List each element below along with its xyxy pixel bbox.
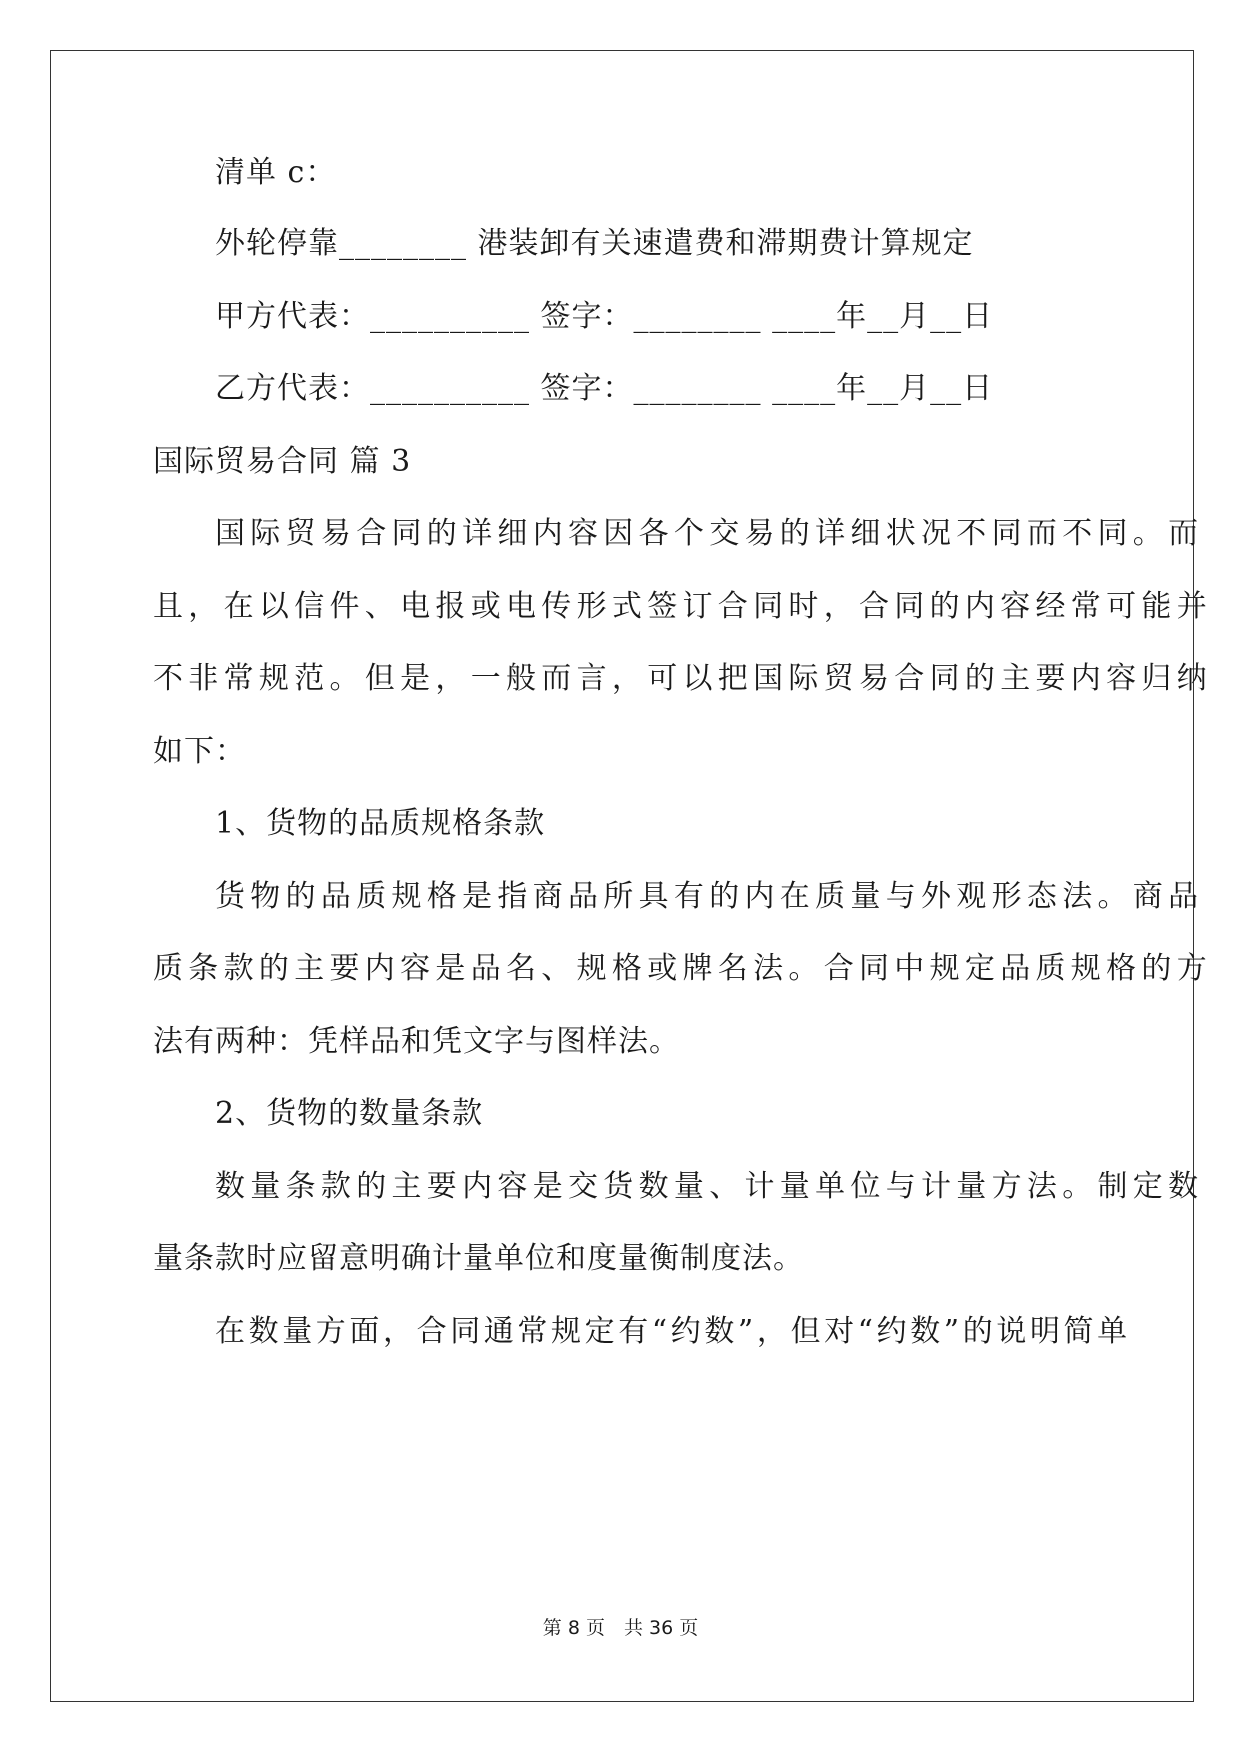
paragraph-line: 法有两种：凭样品和凭文字与图样法。 — [153, 1024, 680, 1059]
port-rule-line: 外轮停靠________ 港装卸有关速遣费和滞期费计算规定 — [215, 226, 974, 261]
paragraph-line: 且，在以信件、电报或电传形式签订合同时，合同的内容经常可能并 — [153, 589, 1212, 624]
paragraph-line: 货物的品质规格是指商品所具有的内在质量与外观形态法。商品 — [215, 879, 1204, 914]
paragraph-line: 数量条款的主要内容是交货数量、计量单位与计量方法。制定数 — [215, 1169, 1204, 1204]
page-number: 第 8 页 共 36 页 — [542, 1617, 699, 1639]
party-a-signature-line: 甲方代表：__________ 签字：________ ____年__月__日 — [215, 299, 994, 334]
paragraph-line: 在数量方面，合同通常规定有“约数”，但对“约数”的说明简单 — [215, 1314, 1131, 1349]
paragraph-line: 量条款时应留意明确计量单位和度量衡制度法。 — [153, 1241, 804, 1276]
paragraph-line: 国际贸易合同的详细内容因各个交易的详细状况不同而不同。而 — [215, 516, 1204, 551]
party-b-signature-line: 乙方代表：__________ 签字：________ ____年__月__日 — [215, 371, 994, 406]
paragraph-line: 不非常规范。但是，一般而言，可以把国际贸易合同的主要内容归纳 — [153, 661, 1212, 696]
clause-heading-quality: 1、货物的品质规格条款 — [215, 806, 546, 841]
paragraph-line: 质条款的主要内容是品名、规格或牌名法。合同中规定品质规格的方 — [153, 951, 1212, 986]
section-title: 国际贸易合同 篇 3 — [153, 444, 412, 479]
paragraph-line: 如下： — [153, 734, 246, 769]
clause-heading-quantity: 2、货物的数量条款 — [215, 1096, 484, 1131]
list-c-heading: 清单 c： — [215, 155, 337, 190]
